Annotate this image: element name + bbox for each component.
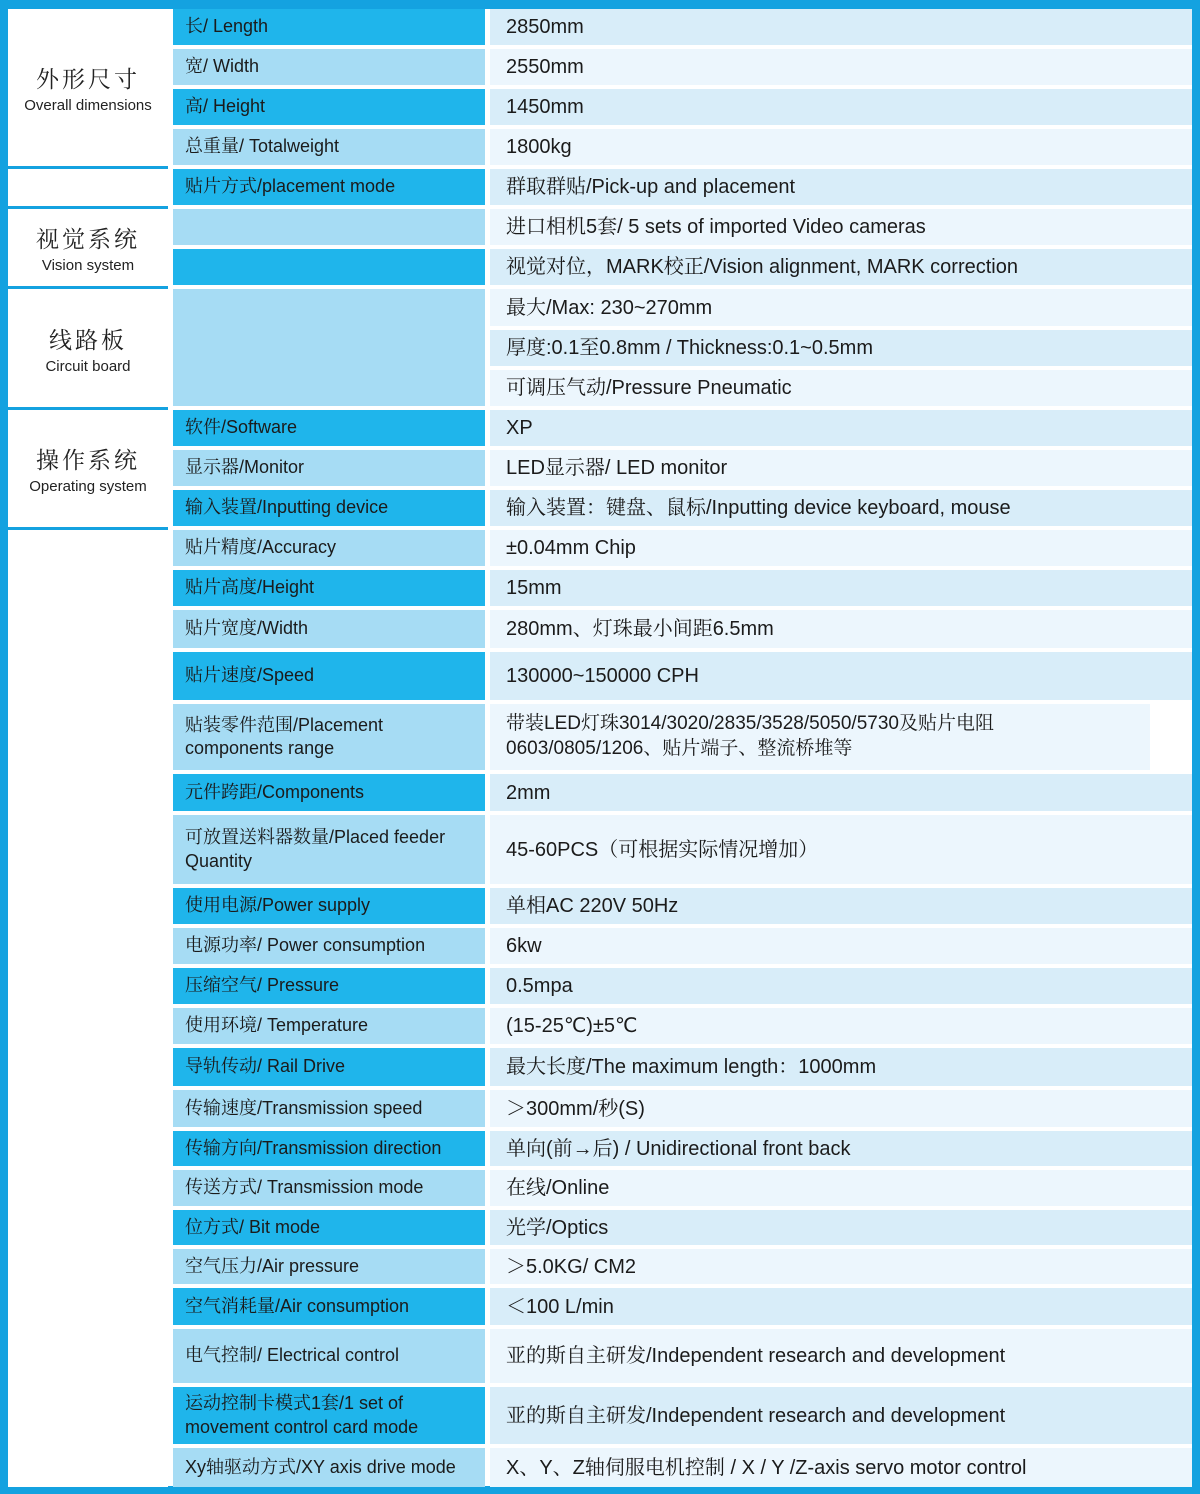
- spec-value-software: XP: [490, 410, 1192, 450]
- spec-value-total-weight: 1800kg: [490, 129, 1192, 169]
- spec-label-placement-mode: 贴片方式/placement mode: [173, 169, 485, 209]
- category-title-zh: 外形尺寸: [36, 66, 140, 92]
- circuit-board-middle-cell: [173, 289, 485, 410]
- category-vision-system: [8, 209, 168, 289]
- spec-value-monitor: LED显示器/ LED monitor: [490, 450, 1192, 490]
- spec-label-transmission-direction: 传输方向/Transmission direction: [173, 1131, 485, 1170]
- spec-value-power-supply: 单相AC 220V 50Hz: [490, 888, 1192, 928]
- spec-value-chip-width: 280mm、灯珠最小间距6.5mm: [490, 610, 1192, 652]
- category-title-en: Circuit board: [45, 357, 131, 375]
- spec-value-placement-mode: 群取群贴/Pick-up and placement: [490, 169, 1192, 209]
- spec-value-height: 1450mm: [490, 89, 1192, 129]
- spec-value-width: 2550mm: [490, 49, 1192, 89]
- spec-value-feeder-quantity: 45-60PCS（可根据实际情况增加）: [490, 815, 1192, 888]
- spec-label-chip-width: 贴片宽度/Width: [173, 610, 485, 652]
- spec-value-board-pneumatic: 可调压气动/Pressure Pneumatic: [490, 370, 1192, 410]
- spec-value-pressure: 0.5mpa: [490, 968, 1192, 1008]
- category-title-zh: 操作系统: [36, 447, 140, 473]
- spec-label-pressure: 压缩空气/ Pressure: [173, 968, 485, 1008]
- spec-label-power-consumption: 电源功率/ Power consumption: [173, 928, 485, 968]
- spec-label-height: 高/ Height: [173, 89, 485, 129]
- spec-label-transmission-speed: 传输速度/Transmission speed: [173, 1090, 485, 1131]
- spec-label-width: 宽/ Width: [173, 49, 485, 89]
- spec-label-movement-control-card: 运动控制卡模式1套/1 set of movement control card mode: [173, 1387, 485, 1448]
- spec-label-feeder-quantity: 可放置送料器数量/Placed feeder Quantity: [173, 815, 485, 888]
- spec-label-xy-axis-drive-mode: Xy轴驱动方式/XY axis drive mode: [173, 1448, 485, 1487]
- spec-label-chip-height: 贴片高度/Height: [173, 570, 485, 610]
- spec-value-air-pressure: ＞5.0KG/ CM2: [490, 1249, 1192, 1288]
- category-title-zh: 视觉系统: [36, 226, 140, 252]
- spec-value-accuracy: ±0.04mm Chip: [490, 530, 1192, 570]
- spec-label-cameras: [173, 209, 485, 249]
- spec-label-air-consumption: 空气消耗量/Air consumption: [173, 1288, 485, 1329]
- category-title-en: Vision system: [41, 257, 135, 274]
- spec-value-xy-axis-drive-mode: X、Y、Z轴伺服电机控制 / X / Y /Z-axis servo motor control: [490, 1448, 1192, 1487]
- spec-value-transmission-mode: 在线/Online: [490, 1170, 1192, 1210]
- category-empty-placement: [8, 169, 168, 209]
- spec-label-air-pressure: 空气压力/Air pressure: [173, 1249, 485, 1288]
- spec-value-air-consumption: ＜100 L/min: [490, 1288, 1192, 1329]
- spec-value-power-consumption: 6kw: [490, 928, 1192, 968]
- spec-label-temperature: 使用环境/ Temperature: [173, 1008, 485, 1048]
- spec-table: [8, 9, 1192, 1486]
- spec-label-components-span: 元件跨距/Components: [173, 774, 485, 815]
- spec-label-power-supply: 使用电源/Power supply: [173, 888, 485, 928]
- spec-value-rail-drive: 最大长度/The maximum length：1000mm: [490, 1048, 1192, 1090]
- spec-value-transmission-direction: 单向(前→后) / Unidirectional front back: [490, 1131, 1192, 1170]
- spec-value-transmission-speed: ＞300mm/秒(S): [490, 1090, 1192, 1131]
- spec-value-board-max: 最大/Max: 230~270mm: [490, 289, 1192, 330]
- spec-value-board-thickness: 厚度:0.1至0.8mm / Thickness:0.1~0.5mm: [490, 330, 1192, 370]
- spec-label-accuracy: 贴片精度/Accuracy: [173, 530, 485, 570]
- spec-label-rail-drive: 导轨传动/ Rail Drive: [173, 1048, 485, 1090]
- spec-label-electrical-control: 电气控制/ Electrical control: [173, 1329, 485, 1387]
- spec-label-length: 长/ Length: [173, 9, 485, 49]
- category-title-zh: 线路板: [49, 326, 127, 353]
- spec-value-chip-height: 15mm: [490, 570, 1192, 610]
- spec-value-length: 2850mm: [490, 9, 1192, 49]
- spec-label-components-range: 贴装零件范围/Placement components range: [173, 704, 485, 774]
- spec-value-movement-control-card: 亚的斯自主研发/Independent research and development: [490, 1387, 1192, 1448]
- category-title-en: Operating system: [29, 478, 147, 495]
- category-overall-dimensions: [8, 9, 168, 169]
- spec-label-vision-alignment: [173, 249, 485, 289]
- category-circuit-board: [8, 289, 168, 410]
- spec-label-speed: 贴片速度/Speed: [173, 652, 485, 704]
- spec-value-components-range: 带装LED灯珠3014/3020/2835/3528/5050/5730及贴片电阻0603/0805/1206、贴片端子、整流桥堆等: [490, 704, 1150, 774]
- spec-value-speed: 130000~150000 CPH: [490, 652, 1192, 704]
- spec-value-electrical-control: 亚的斯自主研发/Independent research and development: [490, 1329, 1192, 1387]
- spec-label-monitor: 显示器/Monitor: [173, 450, 485, 490]
- spec-value-vision-alignment: 视觉对位，MARK校正/Vision alignment, MARK correction: [490, 249, 1192, 289]
- spec-label-bit-mode: 位方式/ Bit mode: [173, 1210, 485, 1249]
- category-empty-bottom: [8, 530, 168, 1487]
- spec-value-bit-mode: 光学/Optics: [490, 1210, 1192, 1249]
- spec-value-temperature: (15-25℃)±5℃: [490, 1008, 1192, 1048]
- spec-value-inputting-device: 输入装置：键盘、鼠标/Inputting device keyboard, mouse: [490, 490, 1192, 530]
- category-title-en: Overall dimensions: [24, 97, 152, 114]
- spec-label-software: 软件/Software: [173, 410, 485, 450]
- spec-label-inputting-device: 输入装置/Inputting device: [173, 490, 485, 530]
- spec-label-transmission-mode: 传送方式/ Transmission mode: [173, 1170, 485, 1210]
- spec-value-cameras: 进口相机5套/ 5 sets of imported Video cameras: [490, 209, 1192, 249]
- category-operating-system: [8, 410, 168, 530]
- spec-label-total-weight: 总重量/ Totalweight: [173, 129, 485, 169]
- spec-value-components-span: 2mm: [490, 774, 1192, 815]
